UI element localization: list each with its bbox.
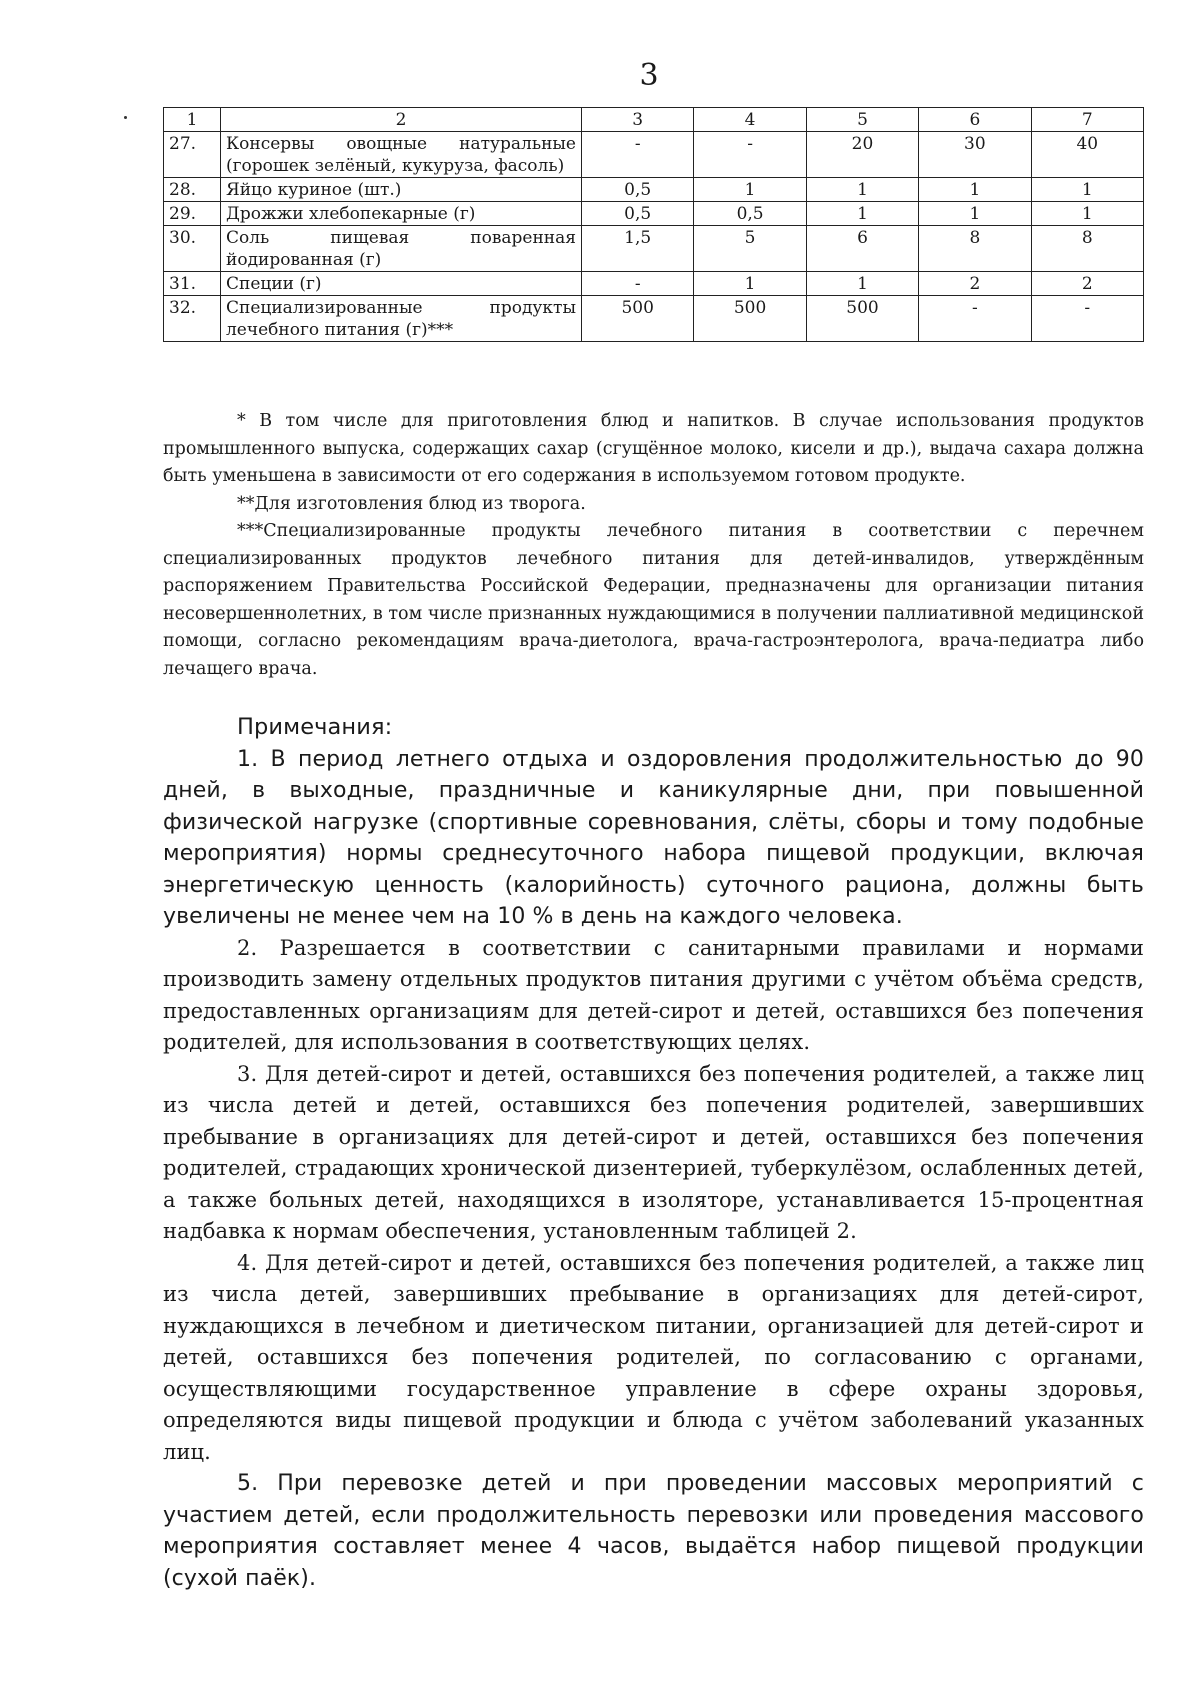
header-col-3: 3	[582, 108, 694, 132]
value-col-5: 1	[806, 202, 918, 226]
row-number: 29.	[164, 202, 221, 226]
table-row	[164, 202, 1144, 226]
value-col-3: 500	[582, 296, 694, 342]
value-col-5: 500	[806, 296, 918, 342]
product-name: Консервы овощные натуральные (горошек зелёный, кукуруза, фасоль)	[221, 132, 582, 178]
note-item: 4. Для детей-сирот и детей, оставшихся без попечения родителей, а также лиц из числа детей, завершивших пребывание в организациях для детей-сирот, нуждающихся в лечебном и диетическом питании, организацией для детей-сирот и детей, оставшихся без попечения родителей, по согласованию с органами, осуществляющими государственное управление в сфере охраны здоровья, определяются виды пищевой продукции и блюда с учётом заболеваний указанных лиц.	[163, 1250, 1144, 1464]
value-col-7: -	[1031, 296, 1143, 342]
value-col-4: 500	[694, 296, 806, 342]
value-col-6: 8	[919, 226, 1031, 272]
value-col-5: 6	[806, 226, 918, 272]
value-col-7: 8	[1031, 226, 1143, 272]
value-col-5: 1	[806, 272, 918, 296]
value-col-6: 2	[919, 272, 1031, 296]
row-number: 32.	[164, 296, 221, 342]
table-row	[164, 132, 1144, 178]
table-row	[164, 296, 1144, 342]
value-col-4: 1	[694, 272, 806, 296]
page-number: 3	[639, 58, 659, 93]
value-col-6: 1	[919, 202, 1031, 226]
table-header-row	[164, 108, 1144, 132]
product-name: Соль пищевая поваренная йодированная (г)	[221, 226, 582, 272]
footnote-specialized-products: ***Специализированные продукты лечебного питания в соответствии с перечнем специализированных продуктов лечебного питания для детей-инвалидов, утверждённым распоряжением Правительства Российской Федерации, предназначены для организации питания несовершеннолетних, в том числе признанных нуждающимися в получении паллиативной медицинской помощи, согласно рекомендациям врача-диетолога, врача-гастроэнтеролога, врача-педиатра либо лечащего врача.	[163, 521, 1144, 679]
note-item: 2. Разрешается в соответствии с санитарными правилами и нормами производить замену отдельных продуктов питания другими с учётом объёма средств, предоставленных организациям для детей-сирот и детей, оставшихся без попечения родителей, для использования в соответствующих целях.	[163, 935, 1144, 1054]
row-number: 27.	[164, 132, 221, 178]
scan-speck	[124, 116, 127, 119]
footnote-cottage-cheese: **Для изготовления блюд из творога.	[237, 493, 586, 514]
value-col-7: 2	[1031, 272, 1143, 296]
value-col-4: 0,5	[694, 202, 806, 226]
value-col-7: 40	[1031, 132, 1143, 178]
table-row	[164, 226, 1144, 272]
value-col-5: 1	[806, 178, 918, 202]
value-col-7: 1	[1031, 178, 1143, 202]
note-item: 1. В период летнего отдыха и оздоровления продолжительностью до 90 дней, в выходные, праздничные и каникулярные дни, при повышенной физической нагрузке (спортивные соревнования, слёты, сборы и тому подобные мероприятия) нормы среднесуточного набора пищевой продукции, включая энергетическую ценность (калорийность) суточного рациона, должны быть увеличены не менее чем на 10 % в день на каждого человека.	[163, 746, 1144, 929]
value-col-4: 1	[694, 178, 806, 202]
norms-table	[163, 107, 1144, 342]
header-col-2: 2	[221, 108, 582, 132]
row-number: 31.	[164, 272, 221, 296]
note-item: 5. При перевозке детей и при проведении массовых мероприятий с участием детей, если продолжительность перевозки или проведения массового мероприятия составляет менее 4 часов, выдаётся набор пищевой продукции (сухой паёк).	[163, 1471, 1144, 1591]
table-row	[164, 178, 1144, 202]
notes-section	[163, 712, 1144, 1594]
footnote-sugar: * В том числе для приготовления блюд и напитков. В случае использования продуктов промышленного выпуска, содержащих сахар (сгущённое молоко, кисели и др.), выдача сахара должна быть уменьшена в зависимости от его содержания в используемом готовом продукте.	[163, 411, 1144, 486]
value-col-6: 30	[919, 132, 1031, 178]
value-col-6: -	[919, 296, 1031, 342]
row-number: 30.	[164, 226, 221, 272]
value-col-3: 1,5	[582, 226, 694, 272]
value-col-4: 5	[694, 226, 806, 272]
note-item: 3. Для детей-сирот и детей, оставшихся без попечения родителей, а также лиц из числа детей и детей, оставшихся без попечения родителей, завершивших пребывание в организациях для детей-сирот и детей, оставшихся без попечения родителей, страдающих хронической дизентерией, туберкулёзом, ослабленных детей, а также больных детей, находящихся в изоляторе, устанавливается 15-процентная надбавка к нормам обеспечения, установленным таблицей 2.	[163, 1061, 1144, 1243]
product-name: Яйцо куриное (шт.)	[221, 178, 582, 202]
header-col-7: 7	[1031, 108, 1143, 132]
value-col-3: -	[582, 272, 694, 296]
value-col-5: 20	[806, 132, 918, 178]
footnotes	[163, 408, 1144, 683]
value-col-3: 0,5	[582, 178, 694, 202]
value-col-3: 0,5	[582, 202, 694, 226]
header-col-4: 4	[694, 108, 806, 132]
header-col-5: 5	[806, 108, 918, 132]
product-name: Специализированные продукты лечебного питания (г)***	[221, 296, 582, 342]
value-col-4: -	[694, 132, 806, 178]
notes-title: Примечания:	[237, 714, 393, 740]
value-col-6: 1	[919, 178, 1031, 202]
table-row	[164, 272, 1144, 296]
header-col-6: 6	[919, 108, 1031, 132]
row-number: 28.	[164, 178, 221, 202]
product-name: Дрожжи хлебопекарные (г)	[221, 202, 582, 226]
value-col-3: -	[582, 132, 694, 178]
product-name: Специи (г)	[221, 272, 582, 296]
value-col-7: 1	[1031, 202, 1143, 226]
header-col-1: 1	[164, 108, 221, 132]
